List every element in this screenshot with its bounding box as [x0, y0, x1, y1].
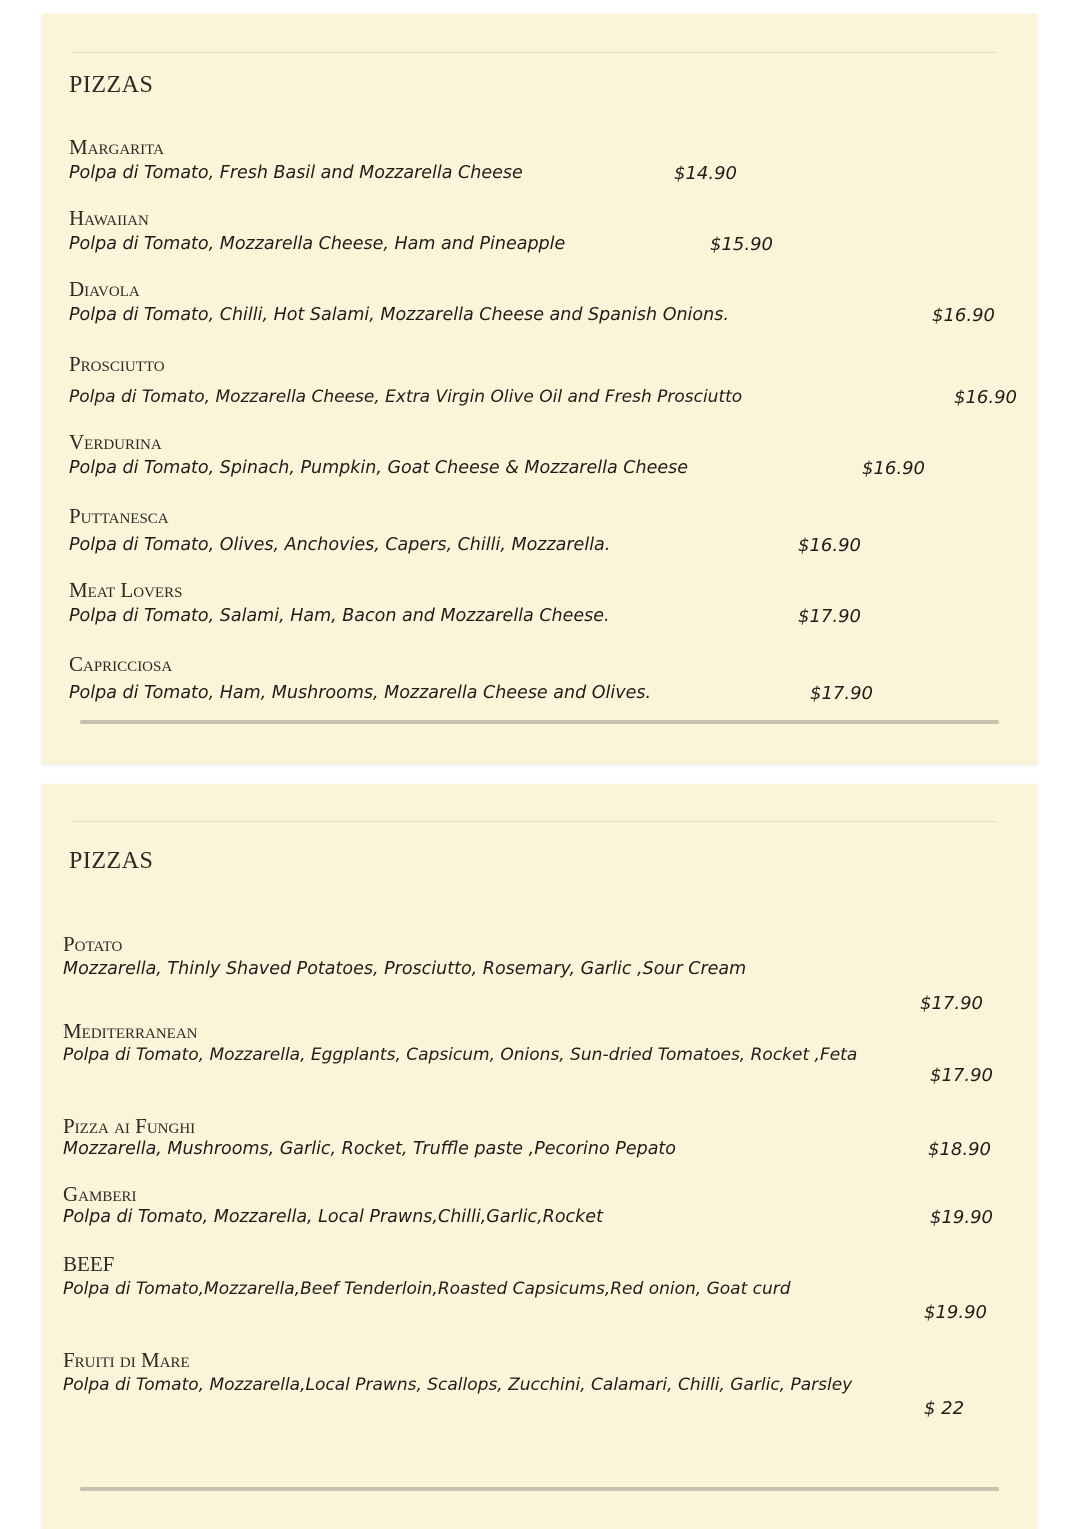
item-name-capricciosa: Capricciosa — [69, 652, 173, 676]
top-divider — [72, 52, 997, 53]
item-name-prosciutto: Prosciutto — [69, 352, 165, 376]
item-desc-capricciosa: Polpa di Tomato, Ham, Mushrooms, Mozzarella Cheese and Olives. — [69, 683, 652, 703]
item-desc-prosciutto: Polpa di Tomato, Mozzarella Cheese, Extra Virgin Olive Oil and Fresh Prosciutto — [69, 387, 743, 407]
item-desc-gamberi: Polpa di Tomato, Mozzarella, Local Prawns,Chilli,Garlic,Rocket — [63, 1207, 603, 1227]
item-desc-mediterranean: Polpa di Tomato, Mozzarella, Eggplants, Capsicum, Onions, Sun-dried Tomatoes, Rocket ,Feta — [63, 1045, 858, 1065]
item-price-pizza-ai-funghi: $18.90 — [928, 1139, 991, 1160]
item-desc-margarita: Polpa di Tomato, Fresh Basil and Mozzarella Cheese — [69, 163, 523, 183]
item-price-mediterranean: $17.90 — [930, 1065, 993, 1086]
item-price-margarita: $14.90 — [674, 163, 737, 184]
menu-page-1 — [42, 14, 1037, 764]
item-desc-hawaiian: Polpa di Tomato, Mozzarella Cheese, Ham and Pineapple — [69, 234, 566, 254]
top-divider — [72, 821, 997, 822]
item-desc-potato: Mozzarella, Thinly Shaved Potatoes, Prosciutto, Rosemary, Garlic ,Sour Cream — [63, 959, 747, 979]
item-desc-fruiti-di-mare: Polpa di Tomato, Mozzarella,Local Prawns, Scallops, Zucchini, Calamari, Chilli, Garlic, Parsley — [63, 1375, 853, 1395]
section-heading: PIZZAS — [69, 848, 154, 874]
item-price-beef: $19.90 — [924, 1302, 987, 1323]
item-price-meat-lovers: $17.90 — [798, 606, 861, 627]
item-name-verdurina: Verdurina — [69, 430, 162, 454]
item-name-gamberi: Gamberi — [63, 1182, 137, 1206]
item-name-pizza-ai-funghi: Pizza ai Funghi — [63, 1114, 196, 1138]
item-price-puttanesca: $16.90 — [798, 535, 861, 556]
item-desc-beef: Polpa di Tomato,Mozzarella,Beef Tenderloin,Roasted Capsicums,Red onion, Goat curd — [63, 1279, 791, 1299]
menu-page-2 — [42, 784, 1037, 1529]
bottom-divider — [80, 720, 999, 724]
item-price-diavola: $16.90 — [932, 305, 995, 326]
bottom-divider — [80, 1487, 999, 1491]
item-price-potato: $17.90 — [920, 993, 983, 1014]
item-price-verdurina: $16.90 — [862, 458, 925, 479]
item-desc-meat-lovers: Polpa di Tomato, Salami, Ham, Bacon and Mozzarella Cheese. — [69, 606, 610, 626]
item-desc-puttanesca: Polpa di Tomato, Olives, Anchovies, Capers, Chilli, Mozzarella. — [69, 535, 611, 555]
section-heading: PIZZAS — [69, 72, 154, 98]
item-name-margarita: Margarita — [69, 135, 164, 159]
item-name-fruiti-di-mare: Fruiti di Mare — [63, 1348, 190, 1372]
item-name-meat-lovers: Meat Lovers — [69, 578, 183, 602]
item-desc-pizza-ai-funghi: Mozzarella, Mushrooms, Garlic, Rocket, Truffle paste ,Pecorino Pepato — [63, 1139, 676, 1159]
item-name-hawaiian: Hawaiian — [69, 206, 149, 230]
item-name-puttanesca: Puttanesca — [69, 504, 169, 528]
item-name-mediterranean: Mediterranean — [63, 1019, 198, 1043]
item-price-capricciosa: $17.90 — [810, 683, 873, 704]
item-price-hawaiian: $15.90 — [710, 234, 773, 255]
item-price-prosciutto: $16.90 — [954, 387, 1017, 408]
item-name-potato: Potato — [63, 932, 123, 956]
item-name-beef: BEEF — [63, 1252, 115, 1276]
item-desc-diavola: Polpa di Tomato, Chilli, Hot Salami, Mozzarella Cheese and Spanish Onions. — [69, 305, 729, 325]
item-desc-verdurina: Polpa di Tomato, Spinach, Pumpkin, Goat Cheese & Mozzarella Cheese — [69, 458, 689, 478]
item-name-diavola: Diavola — [69, 277, 140, 301]
item-price-gamberi: $19.90 — [930, 1207, 993, 1228]
item-price-fruiti-di-mare: $ 22 — [924, 1398, 965, 1419]
